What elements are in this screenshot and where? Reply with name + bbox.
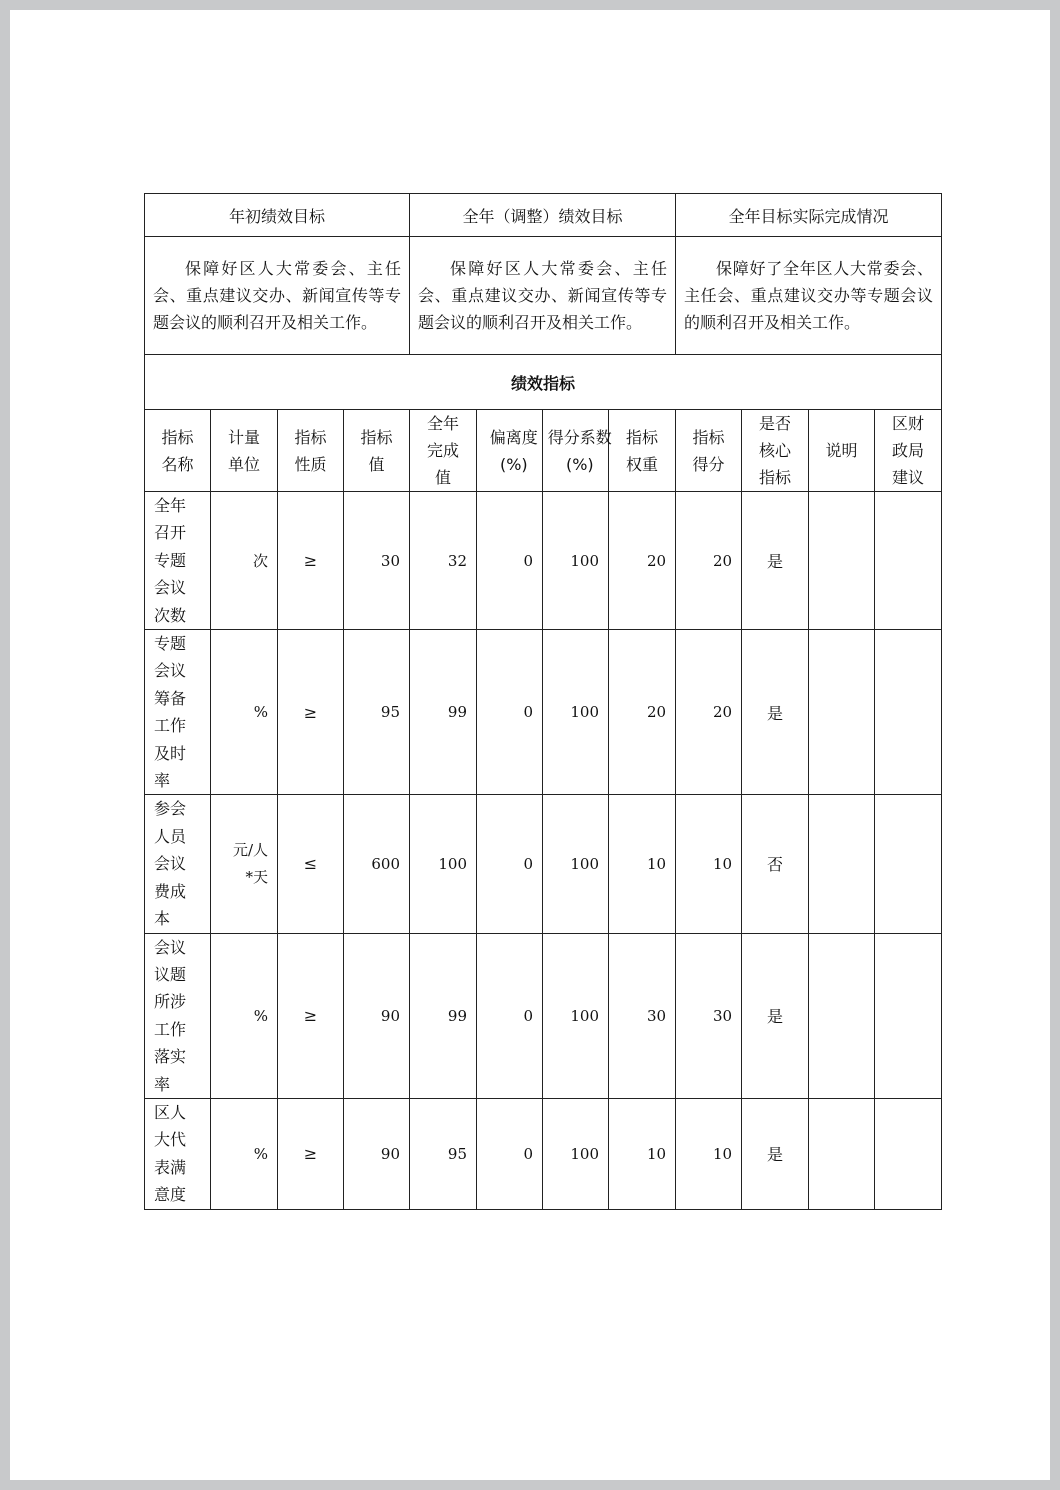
indicator-score: 10 [676,795,742,933]
indicator-target: 95 [344,630,410,795]
indicator-deviation: 0 [477,795,543,933]
col-header-nature: 指标性质 [278,410,344,492]
indicator-target: 90 [344,1098,410,1209]
indicator-core: 是 [742,492,809,630]
indicator-score: 10 [676,1098,742,1209]
indicator-actual: 95 [410,1098,477,1209]
indicator-advice [875,630,942,795]
table-row [145,1098,942,1209]
indicator-weight: 20 [609,492,676,630]
document-page [10,10,1050,1480]
indicator-weight: 30 [609,933,676,1098]
indicator-core: 否 [742,795,809,933]
indicator-coef: 100 [543,630,609,795]
indicator-name: 全年召开专题会议次数 [145,492,211,630]
indicator-advice [875,795,942,933]
col-header-unit: 计量单位 [211,410,278,492]
indicator-name: 会议议题所涉工作落实率 [145,933,211,1098]
indicator-deviation: 0 [477,933,543,1098]
indicator-advice [875,492,942,630]
indicator-nature: ≥ [278,492,344,630]
indicator-core: 是 [742,933,809,1098]
indicator-core: 是 [742,630,809,795]
col-header-coef: 得分系数(%) [543,410,609,492]
indicator-coef: 100 [543,933,609,1098]
initial-goal-header: 年初绩效目标 [145,194,410,237]
indicator-unit: 次 [211,492,278,630]
indicator-actual: 99 [410,933,477,1098]
indicator-deviation: 0 [477,630,543,795]
indicator-name: 专题会议筹备工作及时率 [145,630,211,795]
indicator-actual: 100 [410,795,477,933]
performance-table [144,193,942,1210]
indicator-score: 30 [676,933,742,1098]
adjusted-goal-text: 保障好区人大常委会、主任会、重点建议交办、新闻宣传等专题会议的顺利召开及相关工作。 [410,237,676,355]
col-header-name: 指标名称 [145,410,211,492]
col-header-core: 是否核心指标 [742,410,809,492]
goals-header-row [145,194,942,237]
indicator-unit: % [211,630,278,795]
col-header-weight: 指标权重 [609,410,676,492]
indicator-advice [875,933,942,1098]
actual-completion-text: 保障好了全年区人大常委会、主任会、重点建议交办等专题会议的顺利召开及相关工作。 [676,237,942,355]
adjusted-goal-header: 全年（调整）绩效目标 [410,194,676,237]
indicators-column-header-row [145,410,942,492]
col-header-advice: 区财政局建议 [875,410,942,492]
indicator-target: 600 [344,795,410,933]
indicator-score: 20 [676,492,742,630]
indicator-actual: 99 [410,630,477,795]
indicator-core: 是 [742,1098,809,1209]
table-row [145,492,942,630]
indicator-deviation: 0 [477,1098,543,1209]
indicator-actual: 32 [410,492,477,630]
col-header-actual: 全年完成值 [410,410,477,492]
indicator-weight: 10 [609,795,676,933]
indicator-nature: ≥ [278,933,344,1098]
col-header-target: 指标值 [344,410,410,492]
col-header-deviation: 偏离度(%) [477,410,543,492]
indicator-coef: 100 [543,1098,609,1209]
indicator-nature: ≥ [278,630,344,795]
indicator-coef: 100 [543,795,609,933]
indicator-unit: % [211,933,278,1098]
indicator-note [809,630,875,795]
table-row [145,933,942,1098]
indicator-nature: ≤ [278,795,344,933]
indicator-nature: ≥ [278,1098,344,1209]
indicator-target: 30 [344,492,410,630]
indicator-name: 参会人员会议费成本 [145,795,211,933]
indicators-section-row [145,355,942,410]
col-header-score: 指标得分 [676,410,742,492]
indicator-target: 90 [344,933,410,1098]
indicator-advice [875,1098,942,1209]
indicators-section-title: 绩效指标 [145,355,942,410]
goals-content-row [145,237,942,355]
indicator-note [809,1098,875,1209]
indicator-note [809,492,875,630]
indicator-unit: % [211,1098,278,1209]
col-header-note: 说明 [809,410,875,492]
indicator-note [809,933,875,1098]
table-row [145,795,942,933]
indicator-name: 区人大代表满意度 [145,1098,211,1209]
indicator-weight: 10 [609,1098,676,1209]
indicator-note [809,795,875,933]
indicator-unit: 元/人*天 [211,795,278,933]
indicator-coef: 100 [543,492,609,630]
actual-completion-header: 全年目标实际完成情况 [676,194,942,237]
indicator-score: 20 [676,630,742,795]
indicator-deviation: 0 [477,492,543,630]
initial-goal-text: 保障好区人大常委会、主任会、重点建议交办、新闻宣传等专题会议的顺利召开及相关工作。 [145,237,410,355]
table-row [145,630,942,795]
indicator-weight: 20 [609,630,676,795]
